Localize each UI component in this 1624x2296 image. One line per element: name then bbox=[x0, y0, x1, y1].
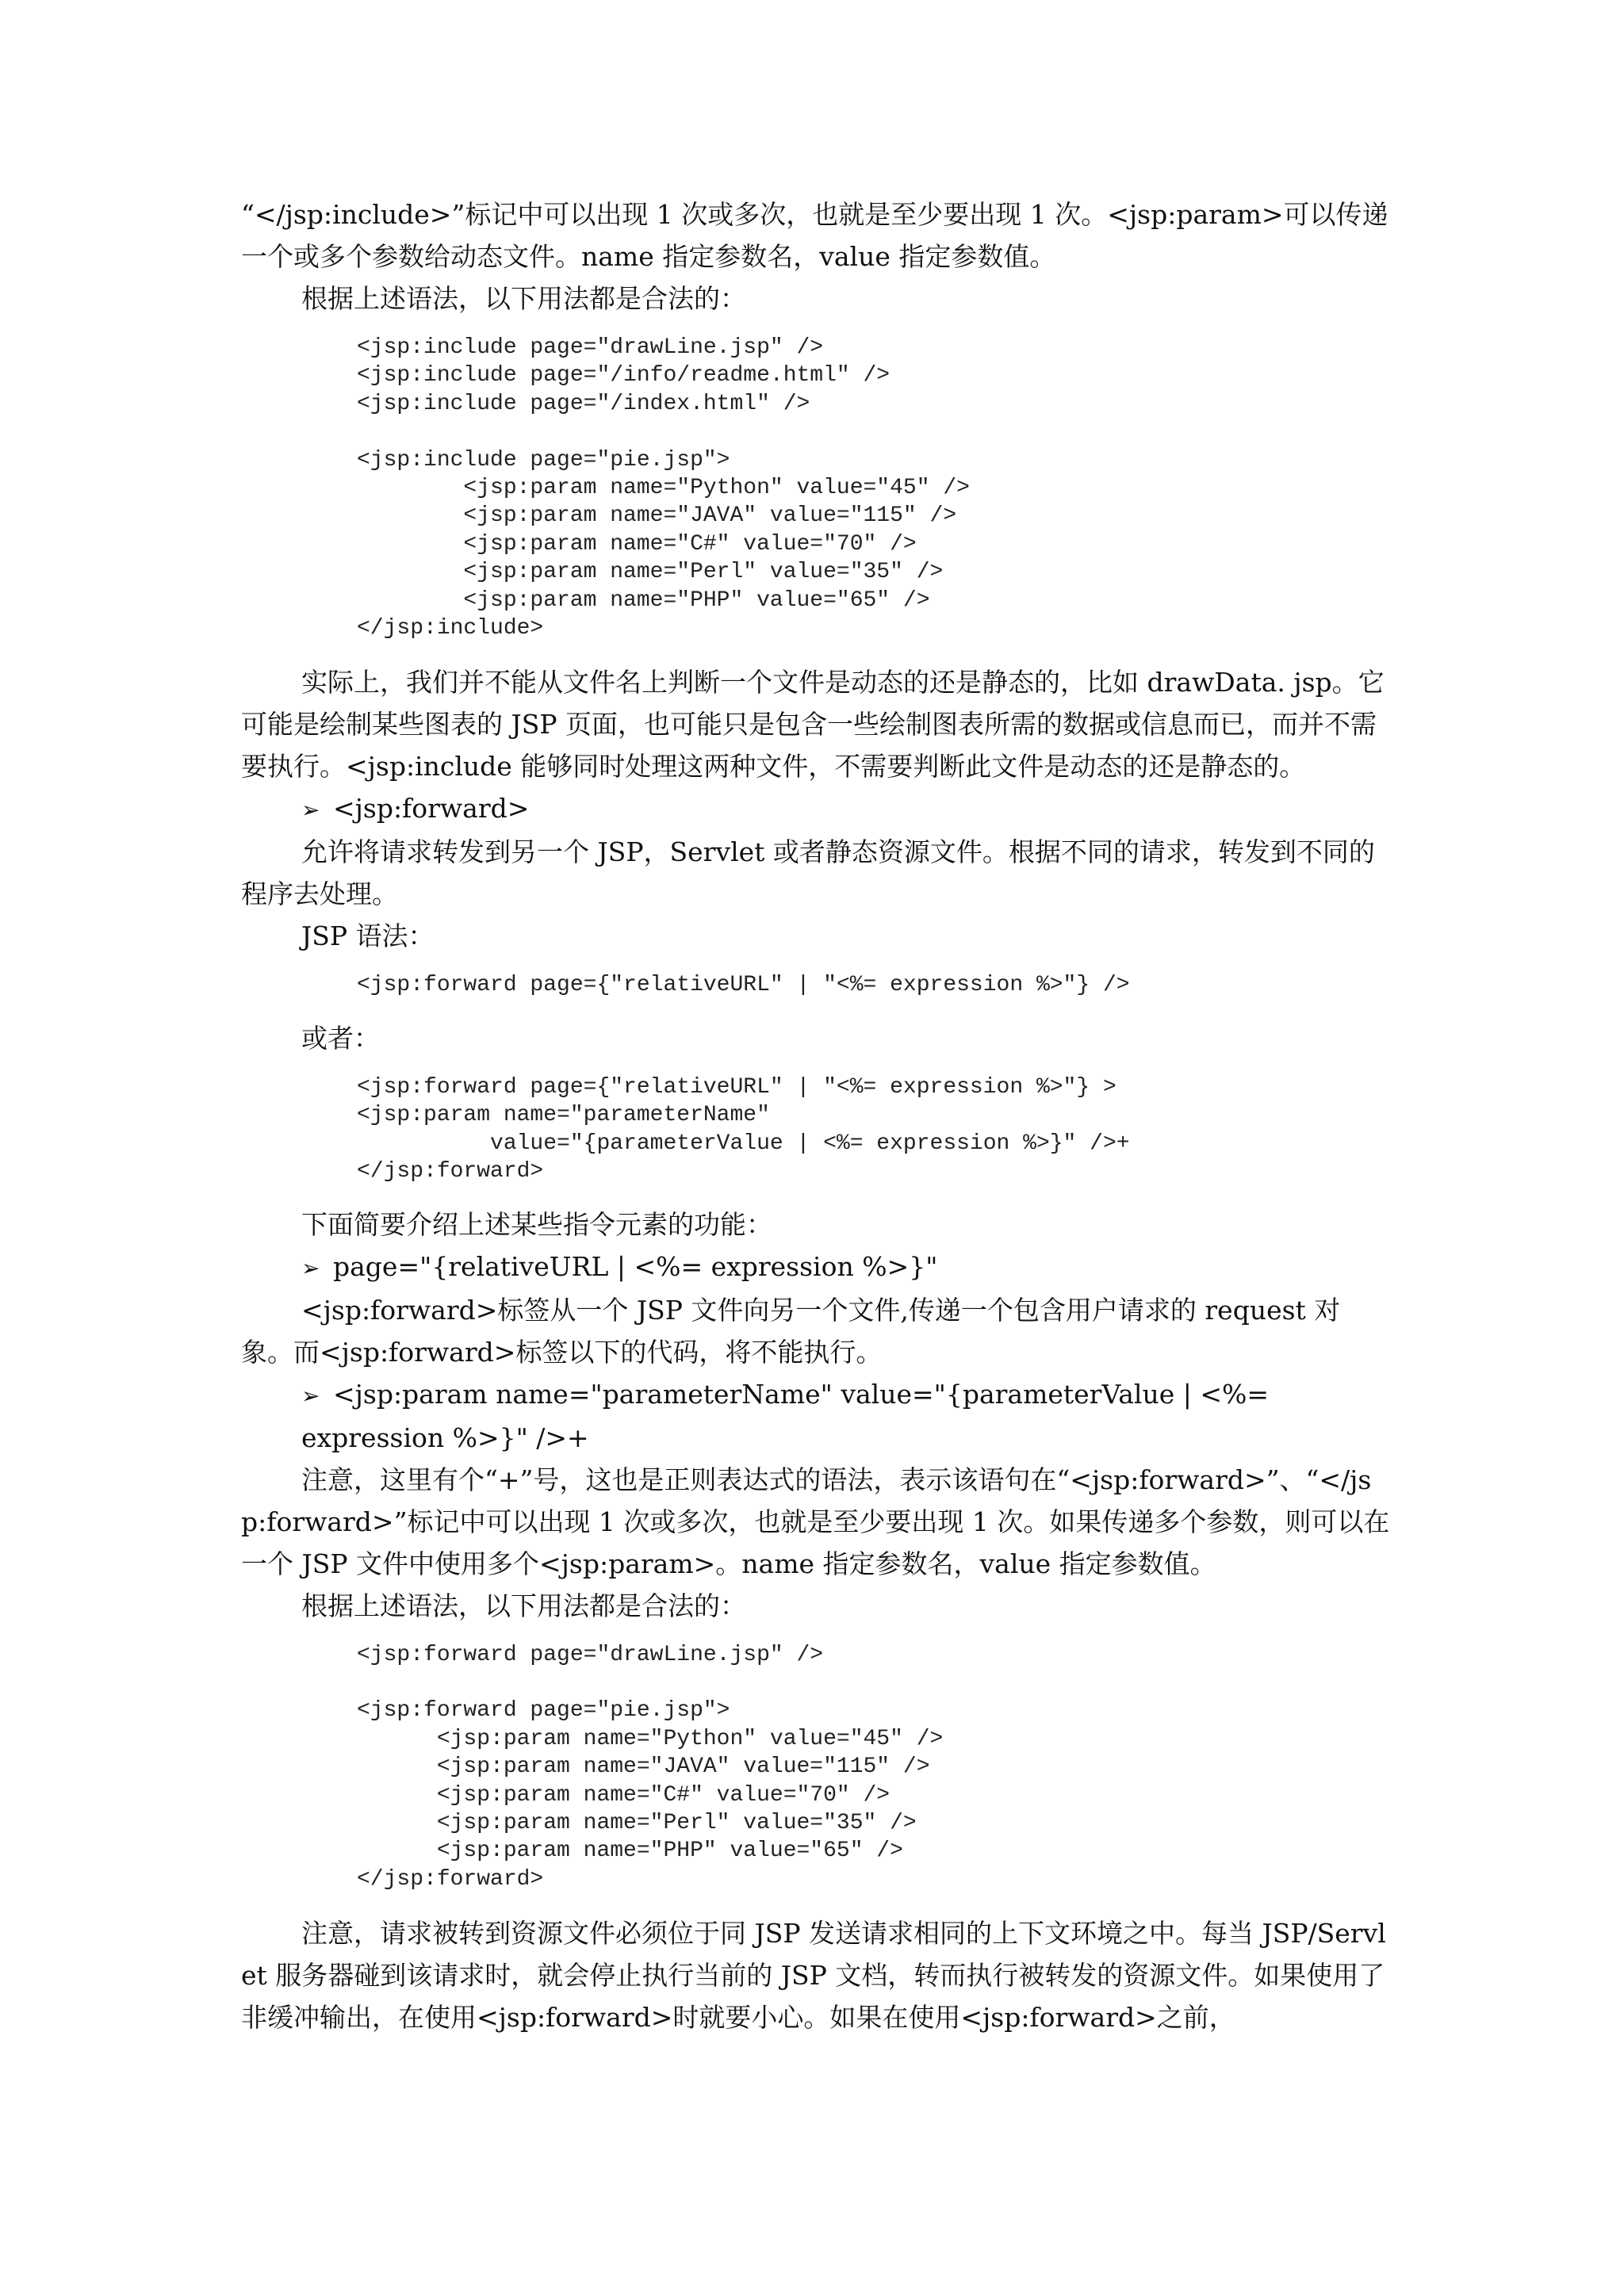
bullet-param-attribute-label: <jsp:param name="parameterName" value="{parameterValue | <%= expression %>}" />+ bbox=[301, 1378, 1277, 1453]
arrow-bullet-icon: ➢ bbox=[301, 1254, 320, 1281]
paragraph-legal-usage-intro: 根据上述语法，以下用法都是合法的： bbox=[301, 283, 746, 314]
bullet-page-attribute bbox=[241, 1246, 1392, 1289]
paragraph-context-note: 注意，请求被转到资源文件必须位于同 JSP 发送请求相同的上下文环境之中。每当 JSP/Servlet 服务器碰到该请求时，就会停止执行当前的 JSP 文档，转而执行被转发的资源文件。如果使用了非缓冲输出，在使用<jsp:forward>时就要小心。如果在使用<jsp:forward>之前， bbox=[241, 1918, 1386, 2034]
code-block-forward-examples: <jsp:forward page="drawLine.jsp" /> <jsp:forward page="pie.jsp"> <jsp:param name="Python" value="45" /> <jsp:param name="JAVA" value="115" /> <jsp:param name="C#" value="70" /> <jsp:param name="Perl" value="35" /> <jsp:param name="PHP" value="65" /> </jsp:forward> bbox=[357, 1642, 944, 1892]
paragraph-jsp-syntax-label: JSP 语法： bbox=[301, 920, 435, 952]
paragraph-forward-description: 允许将请求转发到另一个 JSP，Servlet 或者静态资源文件。根据不同的请求，转发到不同的程序去处理。 bbox=[241, 836, 1375, 910]
document-page bbox=[241, 193, 1392, 2038]
paragraph-include-param-note: “</jsp:include>”标记中可以出现 1 次或多次，也就是至少要出现 1 次。<jsp:param>可以传递一个或多个参数给动态文件。name 指定参数名，value 指定参数值。 bbox=[241, 199, 1388, 272]
paragraph-plus-sign-note: 注意，这里有个“+”号，这也是正则表达式的语法，表示该语句在“<jsp:forward>”、“</jsp:forward>”标记中可以出现 1 次或多次，也就是至少要出现 1 次。如果传递多个参数，则可以在一个 JSP 文件中使用多个<jsp:param>。name 指定参数名，value 指定参数值。 bbox=[241, 1464, 1390, 1579]
bullet-page-attribute-label: page="{relativeURL | <%= expression %>}" bbox=[333, 1250, 938, 1282]
paragraph-forward-request: <jsp:forward>标签从一个 JSP 文件向另一个文件,传递一个包含用户请求的 request 对象。而<jsp:forward>标签以下的代码，将不能执行。 bbox=[241, 1294, 1341, 1368]
arrow-bullet-icon: ➢ bbox=[301, 797, 320, 824]
code-block-include-examples: <jsp:include page="drawLine.jsp" /> <jsp:include page="/info/readme.html" /> <jsp:include page="/index.html" /> <jsp:include page="pie.jsp"> <jsp:param name="Python" value="45" /> <jsp:param name="JAVA" value="115" /> <jsp:param name="C#" value="70" /> <jsp:param name="Perl" value="35" /> <jsp:param name="PHP" value="65" /> </jsp:include> bbox=[357, 335, 970, 641]
paragraph-legal-usage-intro-2: 根据上述语法，以下用法都是合法的： bbox=[301, 1590, 746, 1621]
paragraph-directive-intro: 下面简要介绍上述某些指令元素的功能： bbox=[301, 1208, 772, 1240]
arrow-bullet-icon: ➢ bbox=[301, 1382, 320, 1409]
paragraph-dynamic-static-note: 实际上，我们并不能从文件名上判断一个文件是动态的还是静态的，比如 drawData. jsp。它可能是绘制某些图表的 JSP 页面，也可能只是包含一些绘制图表所需的数据或信息而已，而并不需要执行。<jsp:include 能够同时处理这两种文件，不需要判断此文件是动态的还是静态的。 bbox=[241, 667, 1385, 783]
bullet-jsp-forward bbox=[241, 787, 1392, 831]
bullet-jsp-forward-label: <jsp:forward> bbox=[333, 793, 530, 825]
code-block-forward-syntax: <jsp:forward page={"relativeURL" | "<%= expression %>"} /> bbox=[357, 973, 1130, 998]
code-block-forward-syntax-params: <jsp:forward page={"relativeURL" | "<%= expression %>"} > <jsp:param name="parameterName" value="{parameterValue | <%= expression %>}" />+ </jsp:forward> bbox=[357, 1074, 1130, 1184]
paragraph-or-label: 或者： bbox=[301, 1022, 380, 1054]
bullet-param-attribute bbox=[241, 1373, 1392, 1459]
